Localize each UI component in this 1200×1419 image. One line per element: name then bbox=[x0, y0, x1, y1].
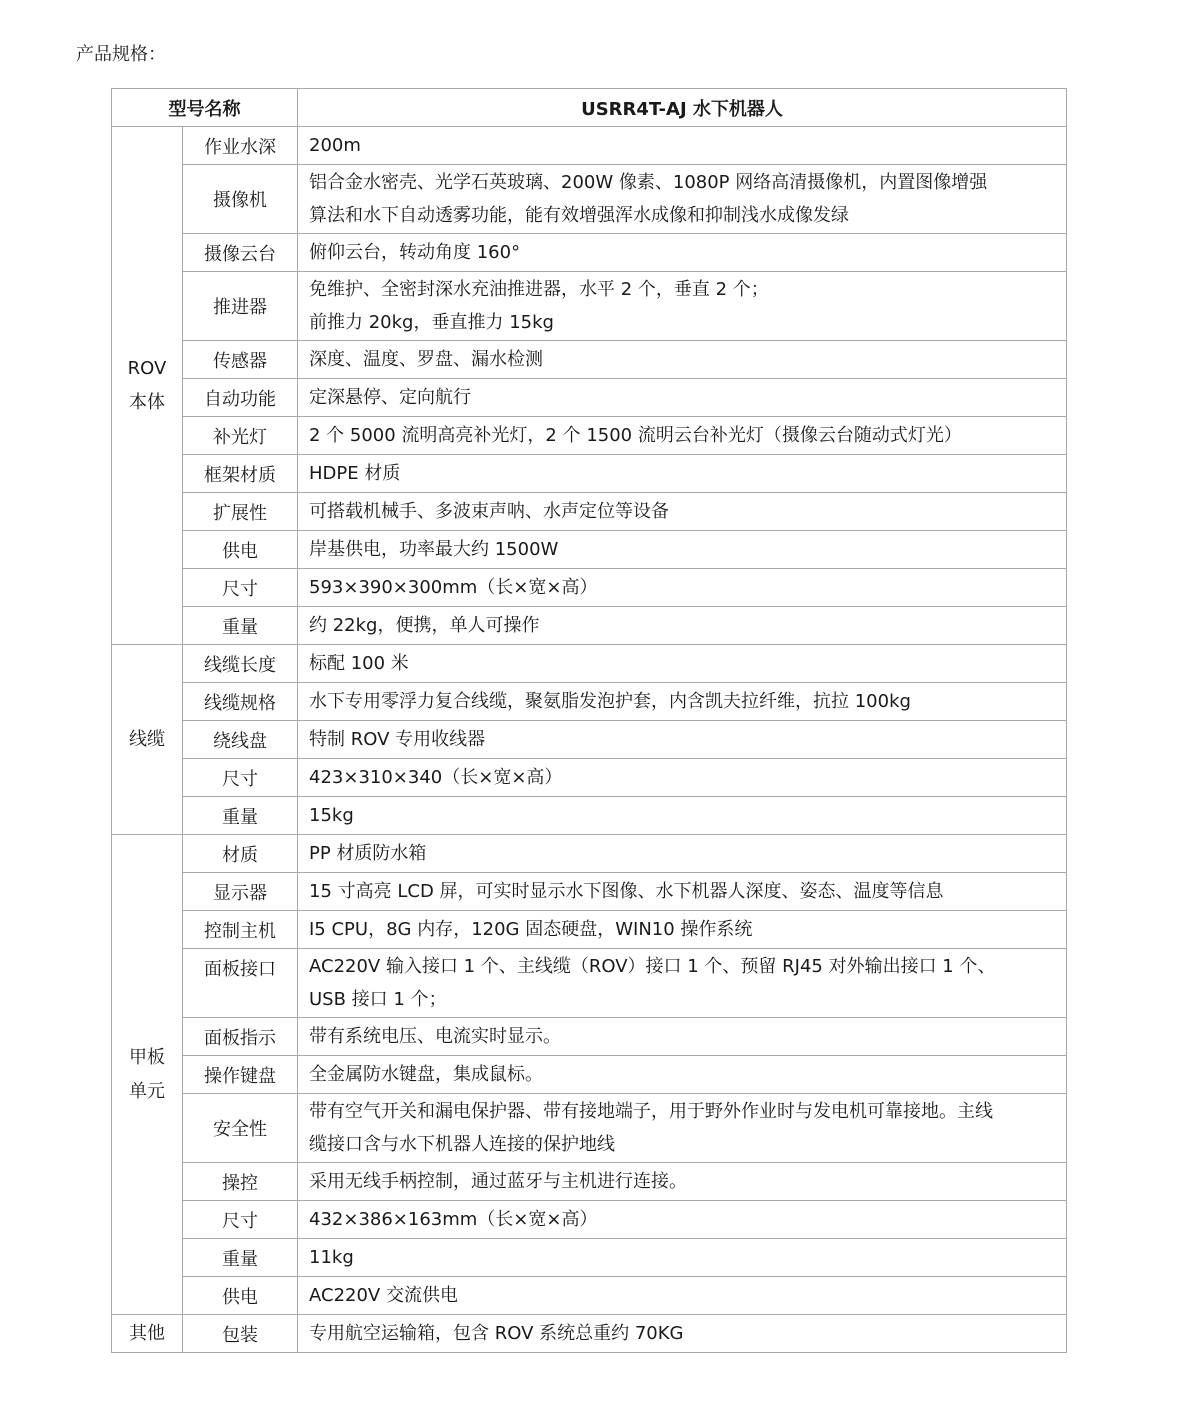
spec-item-name: 重量 bbox=[183, 797, 298, 835]
spec-value-line: 全金属防水键盘，集成鼠标。 bbox=[309, 1063, 543, 1085]
spec-value-line: 带有系统电压、电流实时显示。 bbox=[309, 1025, 561, 1047]
table-row bbox=[112, 272, 1067, 341]
spec-item-value bbox=[298, 1277, 1067, 1315]
spec-item-name: 推进器 bbox=[183, 272, 298, 341]
group-label bbox=[112, 1315, 183, 1353]
spec-value-line: 前推力 20kg，垂直推力 15kg bbox=[309, 312, 554, 333]
spec-item-value bbox=[298, 759, 1067, 797]
spec-value-line: 带有空气开关和漏电保护器、带有接地端子，用于野外作业时与发电机可靠接地。主线 bbox=[309, 1100, 993, 1122]
spec-value-line: 算法和水下自动透雾功能，能有效增强浑水成像和抑制浅水成像发绿 bbox=[309, 205, 849, 226]
spec-value-line: HDPE 材质 bbox=[309, 462, 401, 484]
spec-item-value bbox=[298, 1163, 1067, 1201]
spec-item-name: 重量 bbox=[183, 1239, 298, 1277]
spec-item-name: 包装 bbox=[183, 1315, 298, 1353]
table-row bbox=[112, 1277, 1067, 1315]
spec-item-name: 面板接口 bbox=[183, 949, 298, 1018]
spec-value-line: PP 材质防水箱 bbox=[309, 842, 427, 864]
spec-value-line: 约 22kg，便携，单人可操作 bbox=[309, 614, 540, 636]
spec-item-value bbox=[298, 1018, 1067, 1056]
spec-item-value bbox=[298, 1315, 1067, 1353]
group-label-line: ROV bbox=[127, 357, 167, 379]
spec-value-line: 423×310×340（长×宽×高） bbox=[309, 766, 563, 788]
table-row bbox=[112, 1163, 1067, 1201]
spec-item-name: 自动功能 bbox=[183, 379, 298, 417]
group-label-line: 甲板 bbox=[129, 1046, 165, 1068]
table-row bbox=[112, 683, 1067, 721]
spec-value-line: 专用航空运输箱，包含 ROV 系统总重约 70KG bbox=[309, 1322, 684, 1344]
spec-item-value bbox=[298, 165, 1067, 234]
table-body bbox=[112, 127, 1067, 1353]
header-model-label: 型号名称 bbox=[112, 89, 298, 127]
table-header-row bbox=[112, 89, 1067, 127]
table-row bbox=[112, 873, 1067, 911]
spec-item-name: 补光灯 bbox=[183, 417, 298, 455]
spec-item-value bbox=[298, 272, 1067, 341]
spec-item-value bbox=[298, 417, 1067, 455]
spec-item-name: 面板指示 bbox=[183, 1018, 298, 1056]
spec-item-value bbox=[298, 1239, 1067, 1277]
group-label bbox=[112, 835, 183, 1315]
table-row bbox=[112, 911, 1067, 949]
spec-value-line: 特制 ROV 专用收线器 bbox=[309, 728, 486, 750]
header-model-name: USRR4T-AJ 水下机器人 bbox=[298, 89, 1067, 127]
table-row bbox=[112, 835, 1067, 873]
section-title: 产品规格： bbox=[76, 44, 166, 65]
spec-item-name: 操控 bbox=[183, 1163, 298, 1201]
table-row bbox=[112, 797, 1067, 835]
spec-item-name: 尺寸 bbox=[183, 569, 298, 607]
spec-item-name: 扩展性 bbox=[183, 493, 298, 531]
spec-value-line: 俯仰云台，转动角度 160° bbox=[309, 241, 521, 263]
spec-item-name: 安全性 bbox=[183, 1094, 298, 1163]
table-row bbox=[112, 1201, 1067, 1239]
spec-item-value bbox=[298, 721, 1067, 759]
table-row bbox=[112, 949, 1067, 1018]
spec-value-line: 15kg bbox=[309, 804, 354, 826]
spec-item-value bbox=[298, 127, 1067, 165]
spec-item-value bbox=[298, 493, 1067, 531]
spec-item-value bbox=[298, 455, 1067, 493]
table-row bbox=[112, 531, 1067, 569]
spec-item-value bbox=[298, 1094, 1067, 1163]
spec-item-value bbox=[298, 531, 1067, 569]
spec-item-value bbox=[298, 234, 1067, 272]
spec-value-line: AC220V 输入接口 1 个、主线缆（ROV）接口 1 个、预留 RJ45 对外输出接口 1 个、 bbox=[309, 955, 996, 977]
spec-value-line: 铝合金水密壳、光学石英玻璃、200W 像素、1080P 网络高清摄像机，内置图像增强 bbox=[309, 171, 988, 193]
spec-item-value bbox=[298, 645, 1067, 683]
group-label-line: 单元 bbox=[129, 1080, 165, 1102]
spec-item-value bbox=[298, 569, 1067, 607]
spec-value-line: 水下专用零浮力复合线缆，聚氨脂发泡护套，内含凯夫拉纤维，抗拉 100kg bbox=[309, 690, 911, 712]
spec-item-value bbox=[298, 1201, 1067, 1239]
table-row bbox=[112, 645, 1067, 683]
spec-item-name: 尺寸 bbox=[183, 759, 298, 797]
spec-value-line: USB 接口 1 个； bbox=[309, 989, 447, 1010]
spec-item-value bbox=[298, 379, 1067, 417]
spec-item-name: 尺寸 bbox=[183, 1201, 298, 1239]
table-row bbox=[112, 1315, 1067, 1353]
spec-value-line: I5 CPU，8G 内存，120G 固态硬盘，WIN10 操作系统 bbox=[309, 918, 753, 940]
table-row bbox=[112, 607, 1067, 645]
group-label bbox=[112, 645, 183, 835]
spec-item-name: 线缆规格 bbox=[183, 683, 298, 721]
spec-item-value bbox=[298, 835, 1067, 873]
spec-value-line: 深度、温度、罗盘、漏水检测 bbox=[309, 348, 543, 370]
spec-item-name: 绕线盘 bbox=[183, 721, 298, 759]
table-row bbox=[112, 493, 1067, 531]
group-label-line: 本体 bbox=[129, 391, 165, 413]
spec-item-name: 重量 bbox=[183, 607, 298, 645]
table-row bbox=[112, 1094, 1067, 1163]
spec-value-line: 标配 100 米 bbox=[309, 652, 409, 674]
table-row bbox=[112, 234, 1067, 272]
spec-item-value bbox=[298, 949, 1067, 1018]
spec-value-line: AC220V 交流供电 bbox=[309, 1284, 458, 1306]
spec-item-value bbox=[298, 341, 1067, 379]
spec-value-line: 2 个 5000 流明高亮补光灯，2 个 1500 流明云台补光灯（摄像云台随动式灯光） bbox=[309, 424, 962, 446]
spec-item-name: 摄像机 bbox=[183, 165, 298, 234]
table-row bbox=[112, 1239, 1067, 1277]
spec-item-value bbox=[298, 607, 1067, 645]
spec-item-name: 摄像云台 bbox=[183, 234, 298, 272]
spec-item-name: 传感器 bbox=[183, 341, 298, 379]
spec-item-value bbox=[298, 683, 1067, 721]
table-row bbox=[112, 569, 1067, 607]
table-row bbox=[112, 165, 1067, 234]
group-label-line: 其他 bbox=[129, 1322, 165, 1344]
spec-item-value bbox=[298, 911, 1067, 949]
table-row bbox=[112, 759, 1067, 797]
spec-item-value bbox=[298, 797, 1067, 835]
spec-table bbox=[111, 88, 1067, 1353]
table-row bbox=[112, 721, 1067, 759]
table-row bbox=[112, 1018, 1067, 1056]
spec-value-line: 593×390×300mm（长×宽×高） bbox=[309, 576, 598, 598]
spec-value-line: 11kg bbox=[309, 1246, 354, 1268]
spec-item-name: 操作键盘 bbox=[183, 1056, 298, 1094]
spec-value-line: 采用无线手柄控制，通过蓝牙与主机进行连接。 bbox=[309, 1170, 687, 1192]
spec-item-name: 线缆长度 bbox=[183, 645, 298, 683]
spec-value-line: 缆接口含与水下机器人连接的保护地线 bbox=[309, 1134, 615, 1155]
spec-value-line: 15 寸高亮 LCD 屏，可实时显示水下图像、水下机器人深度、姿态、温度等信息 bbox=[309, 880, 944, 902]
spec-value-line: 200m bbox=[309, 134, 361, 156]
spec-item-value bbox=[298, 1056, 1067, 1094]
spec-value-line: 可搭载机械手、多波束声呐、水声定位等设备 bbox=[309, 500, 669, 522]
spec-item-name: 显示器 bbox=[183, 873, 298, 911]
table-row bbox=[112, 1056, 1067, 1094]
spec-item-name: 供电 bbox=[183, 1277, 298, 1315]
table-row bbox=[112, 455, 1067, 493]
table-row bbox=[112, 341, 1067, 379]
spec-item-name: 作业水深 bbox=[183, 127, 298, 165]
spec-item-name: 框架材质 bbox=[183, 455, 298, 493]
table-row bbox=[112, 127, 1067, 165]
spec-item-value bbox=[298, 873, 1067, 911]
spec-item-name: 控制主机 bbox=[183, 911, 298, 949]
group-label-line: 线缆 bbox=[129, 728, 165, 750]
spec-value-line: 免维护、全密封深水充油推进器，水平 2 个，垂直 2 个； bbox=[309, 278, 769, 300]
table-row bbox=[112, 379, 1067, 417]
spec-value-line: 432×386×163mm（长×宽×高） bbox=[309, 1208, 598, 1230]
spec-item-name: 材质 bbox=[183, 835, 298, 873]
group-label bbox=[112, 127, 183, 645]
table-row bbox=[112, 417, 1067, 455]
spec-value-line: 定深悬停、定向航行 bbox=[309, 386, 471, 408]
spec-value-line: 岸基供电，功率最大约 1500W bbox=[309, 538, 559, 560]
spec-item-name: 供电 bbox=[183, 531, 298, 569]
